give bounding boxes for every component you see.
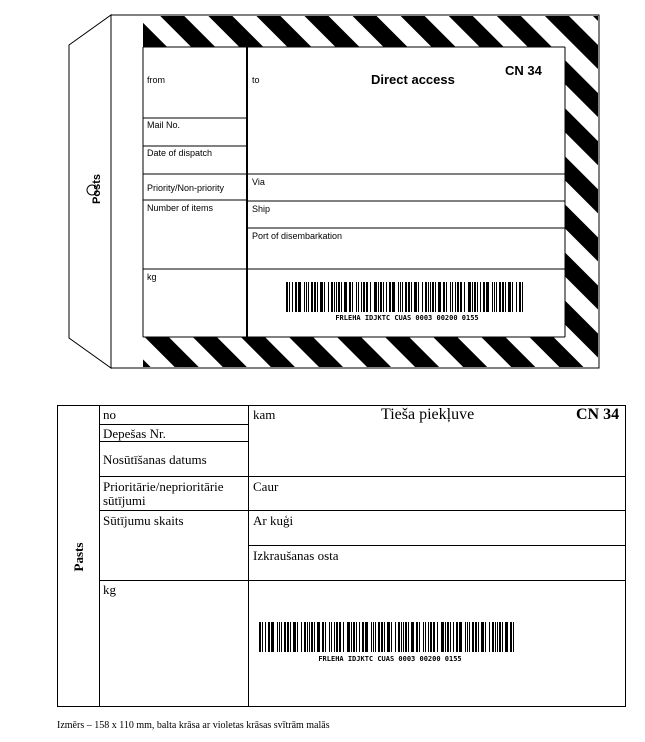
- to-label: kam: [253, 407, 276, 422]
- via-label: Via: [252, 177, 265, 187]
- ship-label: Ar kuģi: [253, 513, 294, 528]
- barcode: [286, 282, 528, 312]
- from-label: no: [103, 407, 116, 422]
- footnote: Izmērs – 158 x 110 mm, balta krāsa ar violetas krāsas svītrām malās: [57, 720, 330, 731]
- barcode: [259, 622, 521, 652]
- date-of-dispatch-label: Date of dispatch: [147, 148, 213, 158]
- port-label: Izkraušanas osta: [253, 548, 339, 563]
- tag-title: Direct access: [371, 72, 455, 87]
- form-code: CN 34: [505, 63, 542, 78]
- priority-label: Prioritārie/neprioritārie sūtījumi: [103, 479, 224, 508]
- side-label: Pasts: [71, 542, 86, 572]
- mail-no-label: Depešas Nr.: [103, 426, 166, 441]
- number-of-items-label: Number of items: [147, 203, 214, 213]
- number-of-items-label: Sūtījumu skaits: [103, 513, 184, 528]
- barcode-text: FRLEHA IDJKTC CUAS 0003 00200 0155: [335, 314, 479, 322]
- form-code: CN 34: [576, 406, 620, 423]
- latvian-tag: [0, 400, 645, 720]
- via-label: Caur: [253, 479, 279, 494]
- kg-label: kg: [147, 272, 157, 282]
- mail-no-label: Mail No.: [147, 120, 181, 130]
- from-label: from: [147, 75, 165, 85]
- kg-label: kg: [103, 582, 116, 597]
- ship-label: Ship: [252, 204, 271, 214]
- to-label: to: [252, 75, 260, 85]
- port-label: Port of disembarkation: [252, 231, 343, 241]
- date-of-dispatch-label: Nosūtīšanas datums: [103, 452, 207, 467]
- barcode-text: FRLEHA IDJKTC CUAS 0003 00200 0155: [318, 655, 462, 663]
- priority-label: Priority/Non-priority: [147, 183, 225, 193]
- tag-title: Tieša piekļuve: [381, 406, 475, 423]
- side-label: Posts: [91, 174, 103, 204]
